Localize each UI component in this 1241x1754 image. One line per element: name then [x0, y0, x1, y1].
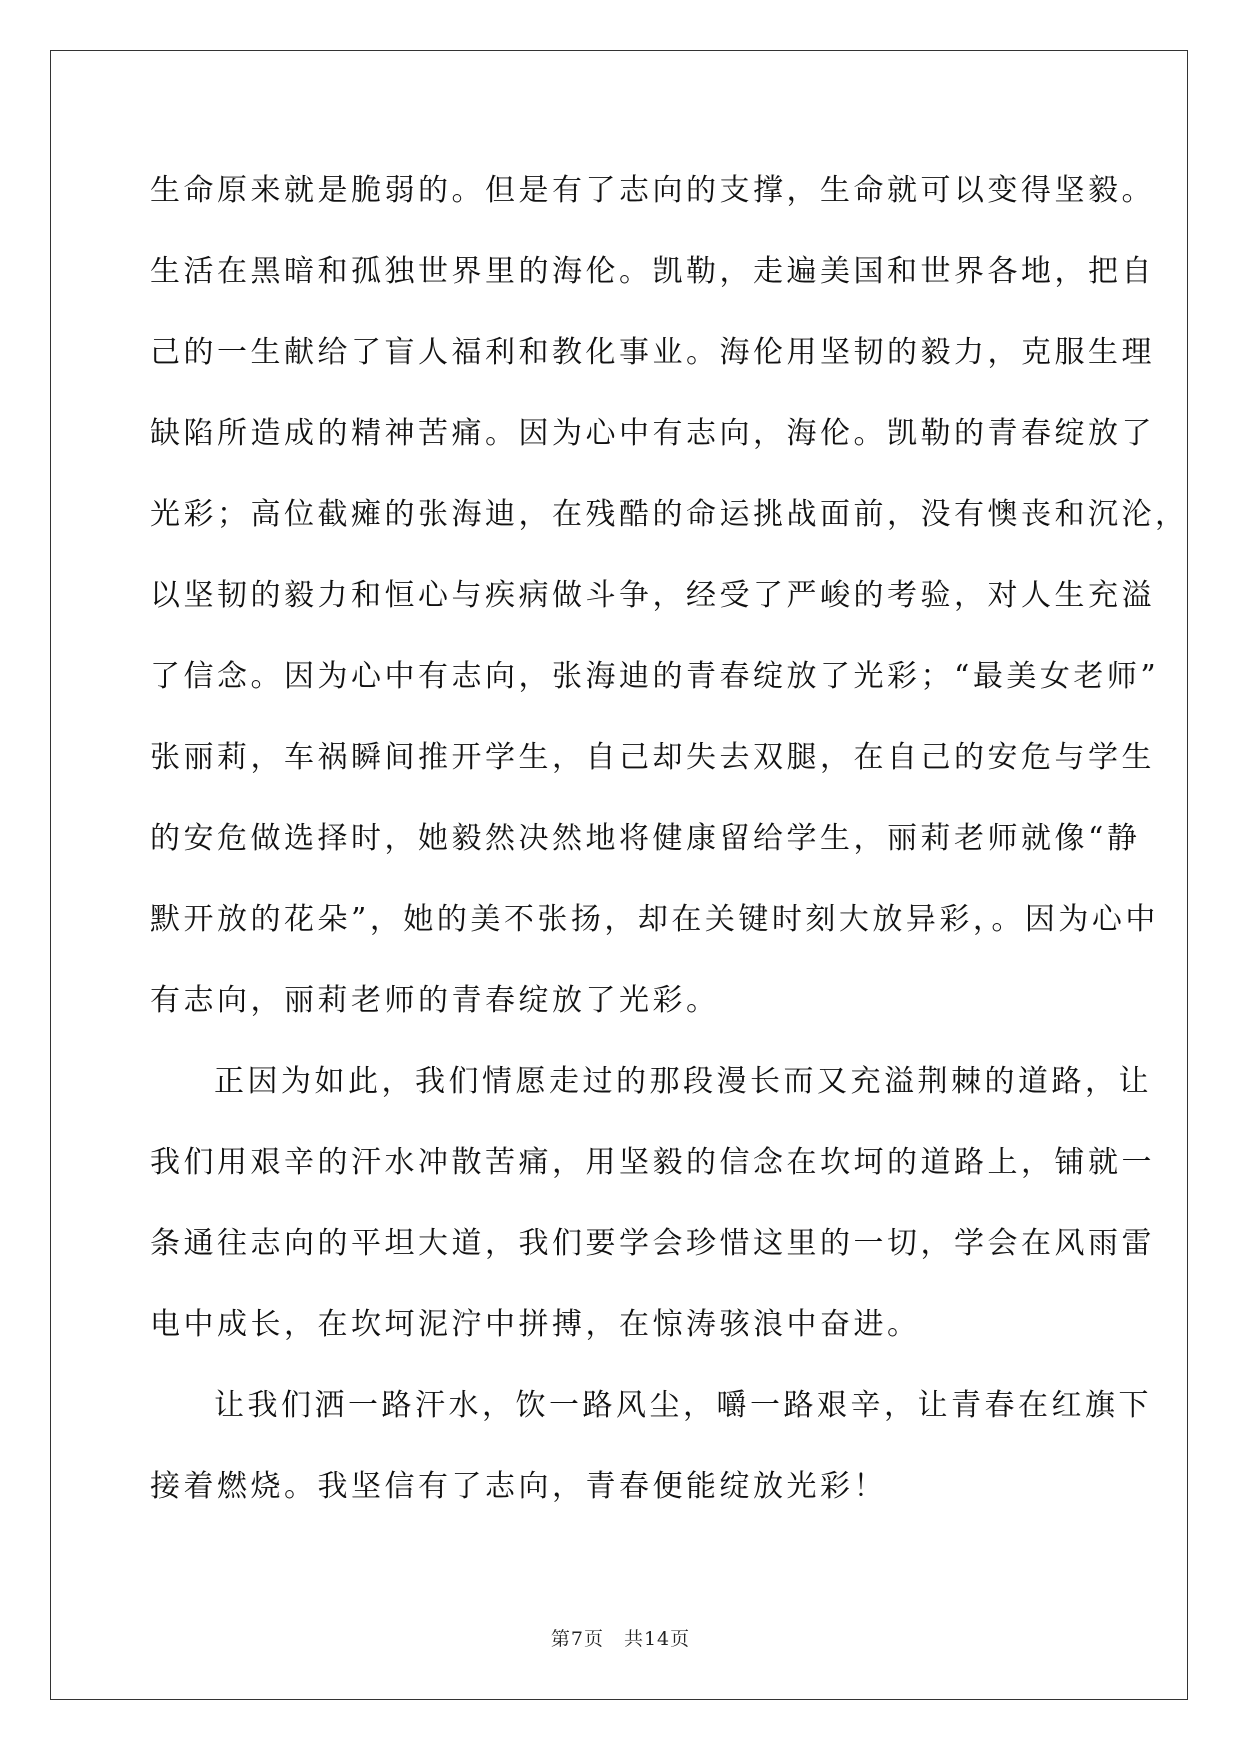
- text-line: 我们用艰辛的汗水冲散苦痛，用坚毅的信念在坎坷的道路上，铺就一: [150, 1145, 1155, 1180]
- page-number-footer: 第7页 共14页: [550, 1628, 691, 1650]
- text-line: 电中成长，在坎坷泥泞中拼搏，在惊涛骇浪中奋进。: [150, 1307, 921, 1342]
- paragraph-start-line: 正因为如此，我们情愿走过的那段漫长而又充溢荆棘的道路，让: [214, 1064, 1152, 1099]
- text-line: 己的一生献给了盲人福利和教化事业。海伦用坚韧的毅力，克服生理: [150, 335, 1155, 370]
- text-line: 了信念。因为心中有志向，张海迪的青春绽放了光彩；“最美女老师”: [150, 659, 1160, 694]
- text-line: 接着燃烧。我坚信有了志向，青春便能绽放光彩！: [150, 1469, 887, 1504]
- text-line: 光彩；高位截瘫的张海迪，在残酷的命运挑战面前，没有懊丧和沉沦，: [150, 497, 1189, 532]
- text-line: 生命原来就是脆弱的。但是有了志向的支撑，生命就可以变得坚毅。: [150, 173, 1155, 208]
- document-body: [150, 150, 1189, 1527]
- text-line: 张丽莉，车祸瞬间推开学生，自己却失去双腿，在自己的安危与学生: [150, 740, 1155, 775]
- text-line: 以坚韧的毅力和恒心与疾病做斗争，经受了严峻的考验，对人生充溢: [150, 578, 1155, 613]
- text-line: 生活在黑暗和孤独世界里的海伦。凯勒，走遍美国和世界各地，把自: [150, 254, 1155, 289]
- text-line: 条通往志向的平坦大道，我们要学会珍惜这里的一切，学会在风雨雷: [150, 1226, 1155, 1261]
- text-line: 的安危做选择时，她毅然决然地将健康留给学生，丽莉老师就像“静: [150, 821, 1141, 856]
- text-line: 有志向，丽莉老师的青春绽放了光彩。: [150, 983, 720, 1018]
- paragraph-start-line: 让我们洒一路汗水，饮一路风尘，嚼一路艰辛，让青春在红旗下: [214, 1388, 1152, 1423]
- text-line: 缺陷所造成的精神苦痛。因为心中有志向，海伦。凯勒的青春绽放了: [150, 416, 1155, 451]
- text-line: 默开放的花朵”，她的美不张扬，却在关键时刻大放异彩，。因为心中: [150, 902, 1159, 937]
